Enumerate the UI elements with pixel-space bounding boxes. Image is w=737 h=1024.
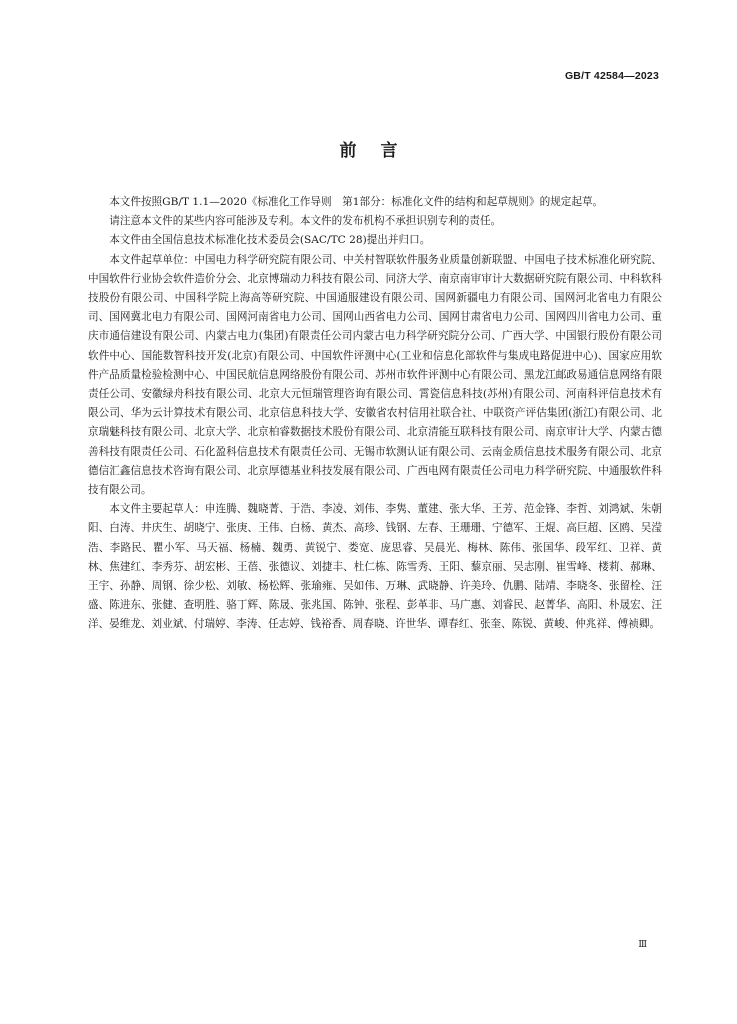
paragraph-drafting-organizations: 本文件起草单位：中国电力科学研究院有限公司、中关村智联软件服务业质量创新联盟、中国电子技术标准化研究院、中国软件行业协会软件造价分会、北京博瑞动力科技有限公司、同济大学、南京南审审计大数据研究院有限公司、中科软科技股份有限公司、中国科学院上海高等研究院、中国通服建设有限公司、国网新疆电力有限公司、国网河北省电力有限公司、国网冀北电力有限公司、国网河南省电力公司、国网山西省电力公司、国网甘肃省电力公司、国网四川省电力公司、重庆市通信建设有限公司、内蒙古电力(集团)有限责任公司内蒙古电力科学研究院分公司、广西大学、中国银行股份有限公司软件中心、国能数智科技开发(北京)有限公司、中国软件评测中心(工业和信息化部软件与集成电路促进中心)、国家应用软件产品质量检验检测中心、中国民航信息网络股份有限公司、苏州市软件评测中心有限公司、黑龙江邮政易通信息网络有限责任公司、安徽绿舟科技有限公司、北京大元恒瑞管理咨询有限公司、霄瓷信息科技(苏州)有限公司、河南科评信息技术有限公司、华为云计算技术有限公司、北京信息科技大学、安徽省农村信用社联合社、中联资产评估集团(浙江)有限公司、北京瑞魅科技有限公司、北京大学、北京柏睿数据技术股份有限公司、北京清能互联科技有限公司、南京审计大学、内蒙古德善科技有限责任公司、石化盈科信息技术有限责任公司、无锡市软测认证有限公司、云南金质信息技术服务有限公司、北京德信汇鑫信息技术咨询有限公司、北京厚德基业科技发展有限公司、广西电网有限责任公司电力科学研究院、中通服软件科技有限公司。 [88,253,662,497]
standard-code: GB/T 42584—2023 [564,70,659,82]
preface-body [88,193,662,635]
paragraph-patent-notice: 请注意本文件的某些内容可能涉及专利。本文件的发布机构不承担识别专利的责任。 [109,215,502,228]
paragraph-proposer: 本文件由全国信息技术标准化技术委员会(SAC/TC 28)提出并归口。 [109,234,431,247]
paragraph-drafting-rules: 本文件按照GB/T 1.1—2020《标准化工作导则 第1部分：标准化文件的结构和起草规则》的规定起草。 [109,196,604,208]
paragraph-drafters: 本文件主要起草人：申连腾、魏晓菁、于浩、李凌、刘伟、李隽、董建、张大华、王芳、范金锋、李哲、刘鸿斌、朱朝阳、白涛、井庆生、胡晓宁、张庚、王伟、白杨、黄杰、高珍、钱钢、左春、王珊珊、宁德军、王焜、高巨超、区鸥、吴滢浩、李路民、瞿小军、马天福、杨楠、魏勇、黄锐宁、娄宽、庞思睿、吴晨光、梅林、陈伟、张国华、段军红、卫祥、黄林、焦建红、李秀芬、胡宏彬、王蓓、张德议、刘捷丰、杜仁栋、陈雪秀、王阳、藜京丽、吴志刚、崔雪峰、楼莉、郝琳、王宇、孙静、周钢、徐少松、刘敏、杨松辉、张瑜雍、吴如伟、万琳、武晓静、许美玲、仇鹏、陆靖、李晓冬、张留栓、汪盛、陈进东、张健、查明胜、骆丁辉、陈晟、张兆国、陈钟、张程、彭革非、马广惠、刘睿民、赵菁华、高阳、朴晟宏、汪洋、晏维龙、刘业斌、付瑞婷、李涛、任志婷、钱裕香、周春晓、许世华、谭春红、张奎、陈锐、黄峻、仲兆祥、傅祯卿。 [88,503,662,631]
page-title: 前言 [339,141,422,161]
page-number: Ⅲ [638,940,647,950]
